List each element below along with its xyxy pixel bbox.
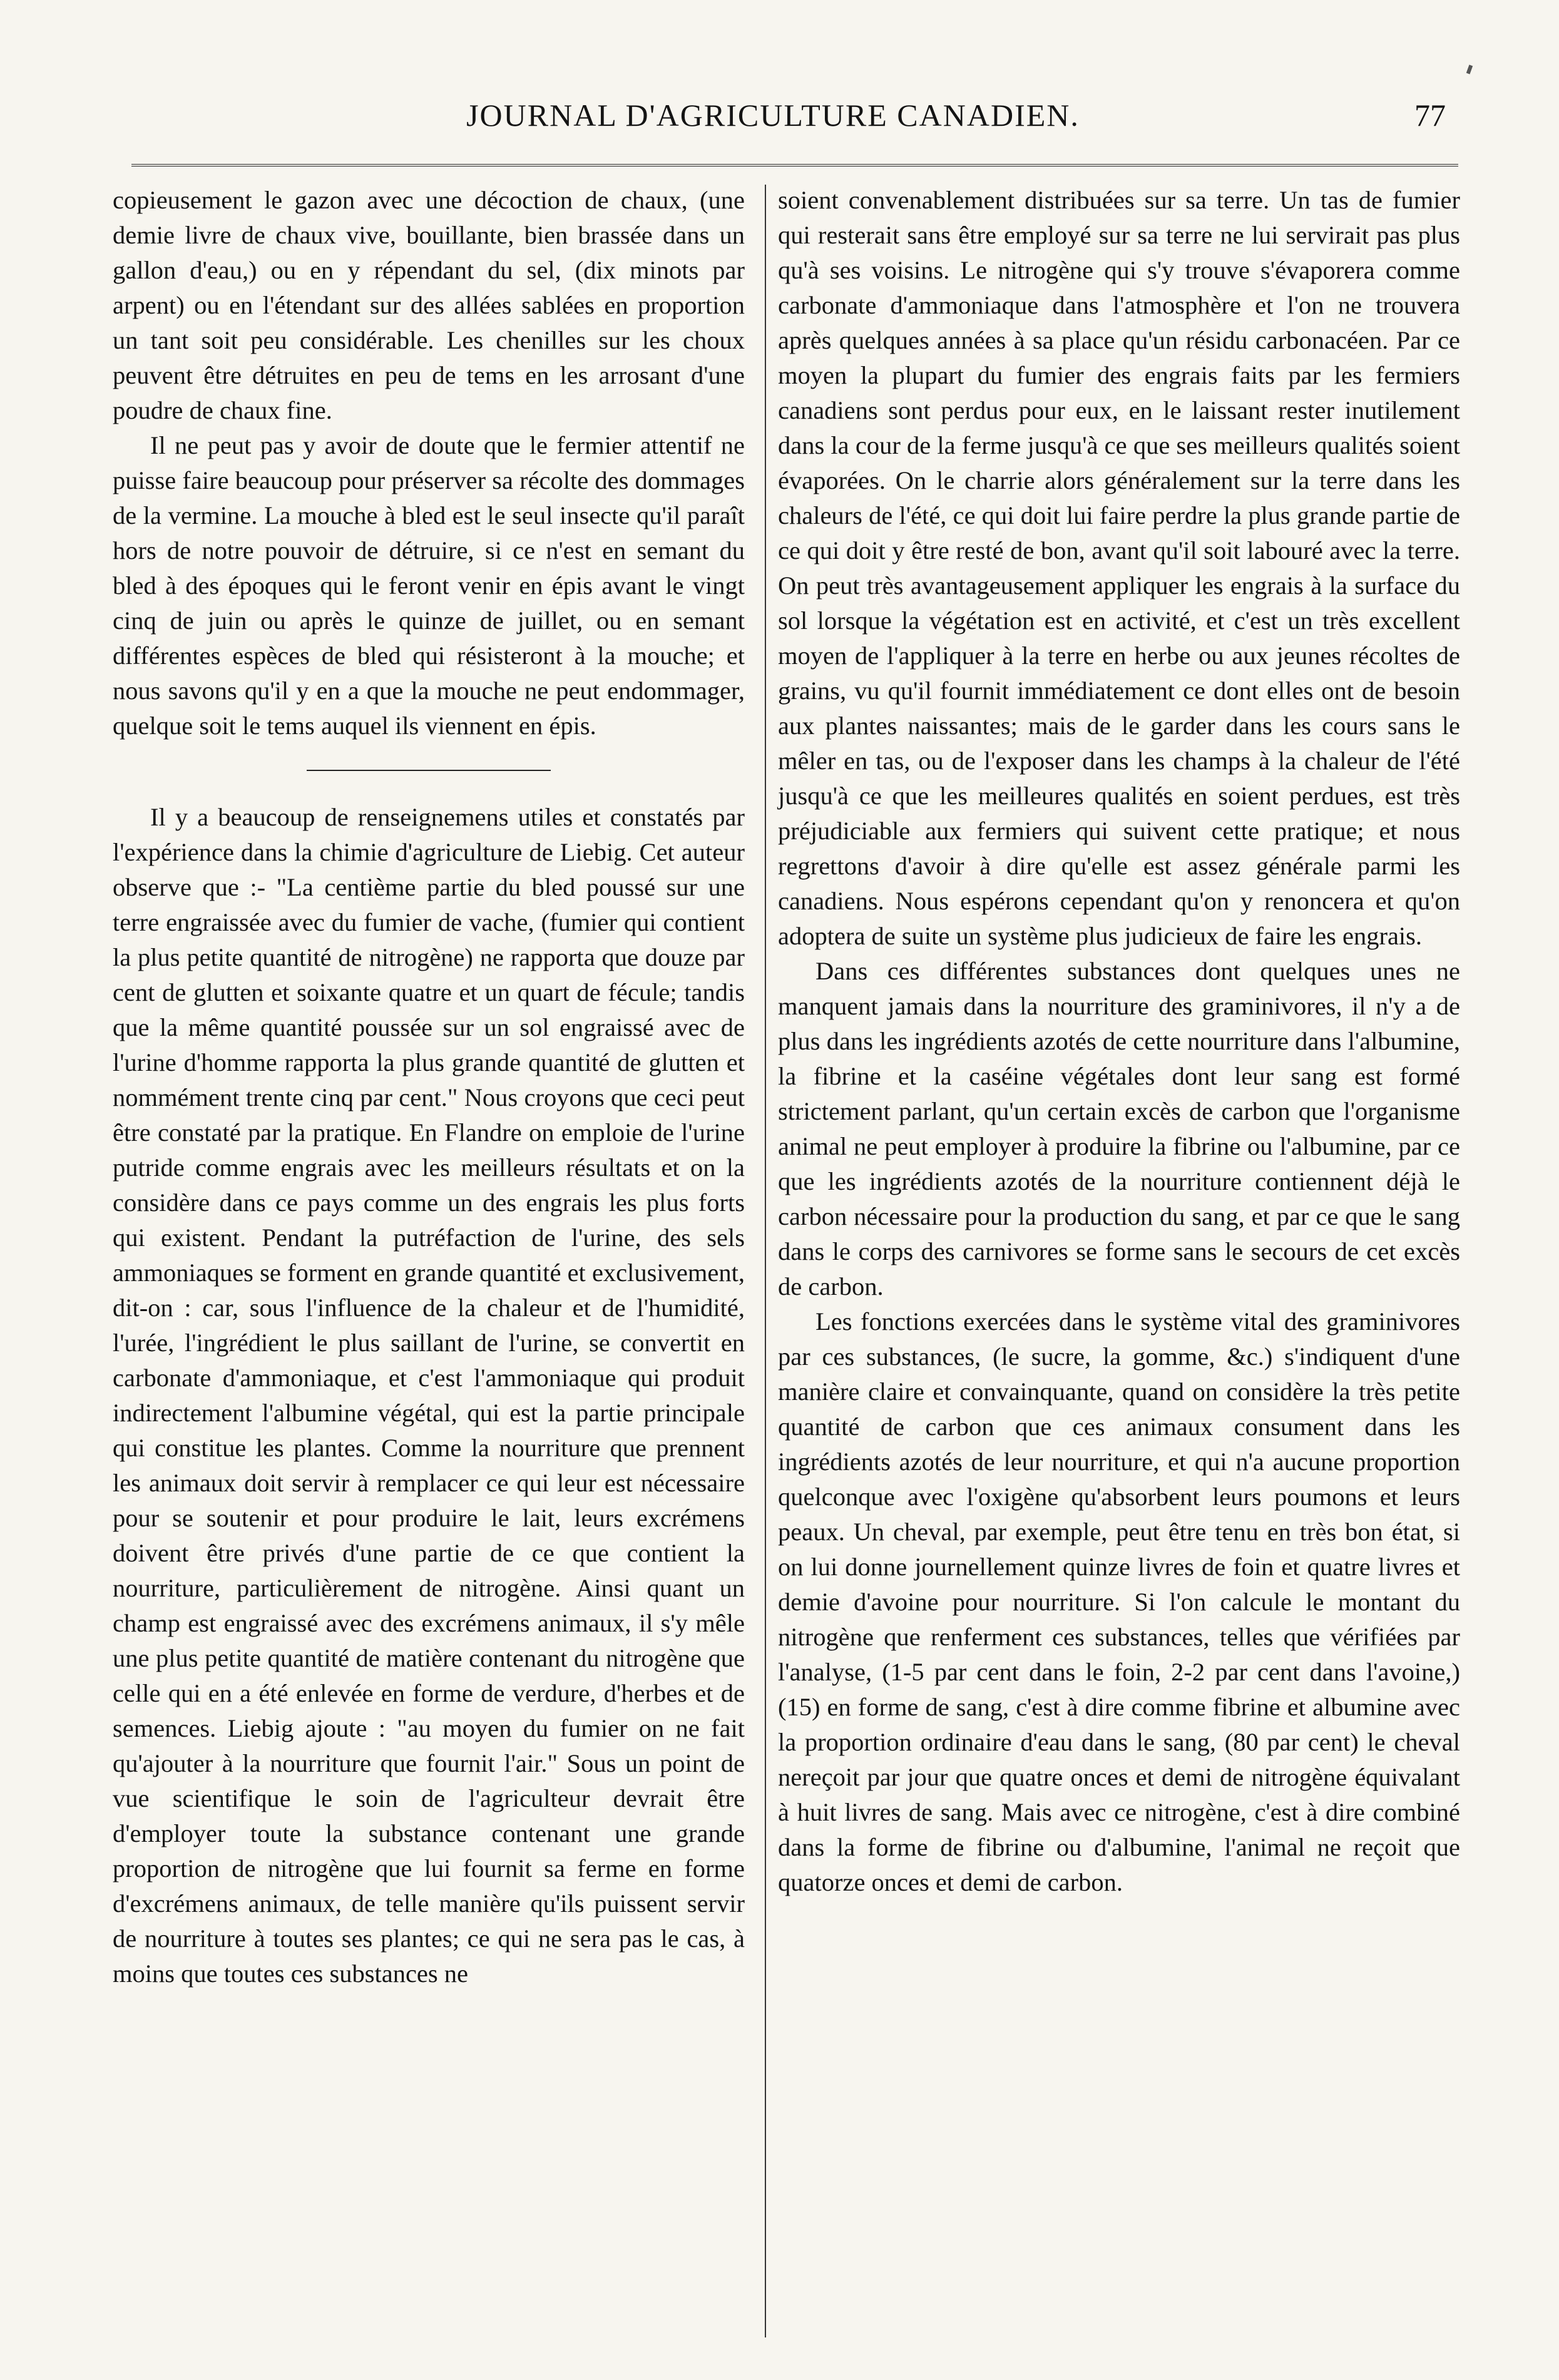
paragraph-lime-treatment: copieusement le gazon avec une décoction de chaux, (une demie livre de chaux vive, bouillante, bien brassée dans un gallon d'eau,) ou en y répendant du sel, (dix minots par arpent) ou en l'étendant sur des allées sablées en proportion un tant soit peu considérable. Les chenilles sur les choux peuvent être détruites en peu de tems en les arrosant d'une poudre de chaux fine. (113, 186, 745, 424)
left-column (113, 183, 745, 1991)
paragraph-vermin: Il ne peut pas y avoir de doute que le fermier attentif ne puisse faire beaucoup pour préserver sa récolte des dommages de la vermine. La mouche à bled est le seul insecte qu'il paraît hors de notre pouvoir de détruire, si ce n'est en semant du bled à des époques qui le feront venir en épis avant le vingt cinq de juin ou après le quinze de juillet, ou en semant différentes espèces de bled qui résisteront à la mouche; et nous savons qu'il y en a que la mouche ne peut endommager, quelque soit le tems auquel ils viennent en épis. (113, 431, 745, 740)
column-divider (765, 185, 766, 2337)
section-separator (307, 770, 551, 771)
paragraph-horse-nutrition: Les fonctions exercées dans le système vital des graminivores par ces substances, (le sucre, la gomme, &c.) s'indiquent d'une manière claire et convainquante, quand on considère la très petite quantité de carbon que ces animaux consument dans les ingrédients azotés de leur nourriture, et qui n'a aucune proportion quelconque avec l'oxigène qu'absorbent leurs poumons et leurs peaux. Un cheval, par exemple, peut être tenu en très bon état, si on lui donne journellement quinze livres de foin et quatre livres et demie d'avoine pour nourriture. Si l'on calcule le montant du nitrogène que renferment ces substances, telles que vérifiées par l'analyse, (1-5 par cent dans le foin, 2-2 par cent dans l'avoine,) (15) en forme de sang, c'est à dire comme fibrine et albumine avec la proportion ordinaire d'eau dans le sang, (80 par cent) le cheval nereçoit par jour que quatre onces et demi de nitrogène équivalant à huit livres de sang. Mais avec ce nitrogène, c'est à dire combiné dans la forme de fibrine ou d'albumine, l'animal ne reçoit que quatorze onces et demi de carbon. (778, 1307, 1460, 1896)
page-number: 77 (1414, 98, 1446, 133)
right-column (778, 183, 1460, 1900)
paragraph-liebig: Il y a beaucoup de renseignemens utiles et constatés par l'expérience dans la chimie d'agriculture de Liebig. Cet auteur observe que :- "La centième partie du bled poussé sur une terre engraissée avec du fumier de vache, (fumier qui contient la plus petite quantité de nitrogène) ne rapporta que douze par cent de glutten et soixante quatre et un quart de fécule; tandis que la même quantité poussée sur un sol engraissé avec de l'urine d'homme rapporta la plus grande quantité de glutten et nommément trente cinq par cent." Nous croyons que ceci peut être constaté par la pratique. En Flandre on emploie de l'urine putride comme engrais avec les meilleurs résultats et on la considère dans ce pays comme un des engrais les plus forts qui existent. Pendant la putréfaction de l'urine, des sels ammoniaques se forment en grande quantité et exclusivement, dit-on : car, sous l'influence de la chaleur et de l'humidité, l'urée, l'ingrédient le plus saillant de l'urine, se convertit en carbonate d'ammoniaque, et c'est l'ammoniaque qui produit indirectement l'albumine végétal, qui est la partie principale qui constitue les plantes. Comme la nourriture que prennent les animaux doit servir à remplacer ce qui leur est nécessaire pour se soutenir et pour produire le lait, leurs excrémens doivent être privés d'une partie de ce que contient la nourriture, particulièrement de nitrogène. Ainsi quant un champ est engraissé avec des excrémens animaux, il s'y mêle une plus petite quantité de matière contenant du nitrogène que celle qui en a été enlevée en forme de verdure, d'herbes et de semences. Liebig ajoute : "au moyen du fumier on ne fait qu'ajouter à la nourriture que fournit l'air." Sous un point de vue scientifique le soin de l'agriculteur devrait être d'employer toute la substance contenant une grande proportion de nitrogène que lui fournit sa ferme en forme d'excrémens animaux, de telle manière qu'ils puissent servir de nourriture à toutes ses plantes; ce qui ne sera pas le cas, à moins que toutes ces substances ne (113, 803, 745, 1988)
page-header (88, 97, 1458, 147)
header-rule (131, 164, 1458, 166)
paragraph-manure-storage: soient convenablement distribuées sur sa terre. Un tas de fumier qui resterait sans être employé sur sa terre ne lui servirait pas plus qu'à ses voisins. Le nitrogène qui s'y trouve s'évaporera comme carbonate d'ammoniaque dans l'atmosphère et l'on ne trouvera après quelques années à sa place qu'un résidu carbonacéen. Par ce moyen la plupart du fumier des engrais faits par les fermiers canadiens sont perdus pour eux, en le laissant rester inutilement dans la cour de la ferme jusqu'à ce que ses meilleurs qualités soient évaporées. On le charrie alors généralement sur la terre dans les chaleurs de l'été, ce qui doit lui faire perdre la plus grande partie de ce qui doit y être resté de bon, avant qu'il soit labouré avec la terre. On peut très avantageusement appliquer les engrais à la surface du sol lorsque la végétation est en activité, et c'est un très excellent moyen de l'appliquer à la terre en herbe ou aux jeunes récoltes de grains, vu qu'il fournit immédiatement ce dont elles ont de besoin aux plantes naissantes; mais de le garder dans les cours sans le mêler en tas, ou de l'exposer dans les champs à la chaleur de l'été jusqu'à ce que les meilleures qualités en soient perdues, est très préjudiciable aux fermiers qui suivent cette pratique; et nous regrettons d'avoir à dire qu'elle est assez générale parmi les canadiens. Nous espérons cependant qu'on y renoncera et qu'on adoptera de suite un système plus judicieux de faire les engrais. (778, 186, 1460, 950)
paragraph-graminivores: Dans ces différentes substances dont quelques unes ne manquent jamais dans la nourriture des graminivores, il n'y a de plus dans les ingrédients azotés de cette nourriture dans l'albumine, la fibrine et la caséine végétales dont leur sang est formé strictement parlant, qu'un certain excès de carbon que l'organisme animal ne peut employer à produire la fibrine ou l'albumine, par ce que les ingrédients azotés de la nourriture contiennent déjà le carbon nécessaire pour la production du sang, et par ce que le sang dans le corps des carnivores se forme sans le secours de cet excès de carbon. (778, 957, 1460, 1300)
running-title: JOURNAL D'AGRICULTURE CANADIEN. (466, 98, 1080, 133)
margin-mark (1466, 64, 1473, 74)
